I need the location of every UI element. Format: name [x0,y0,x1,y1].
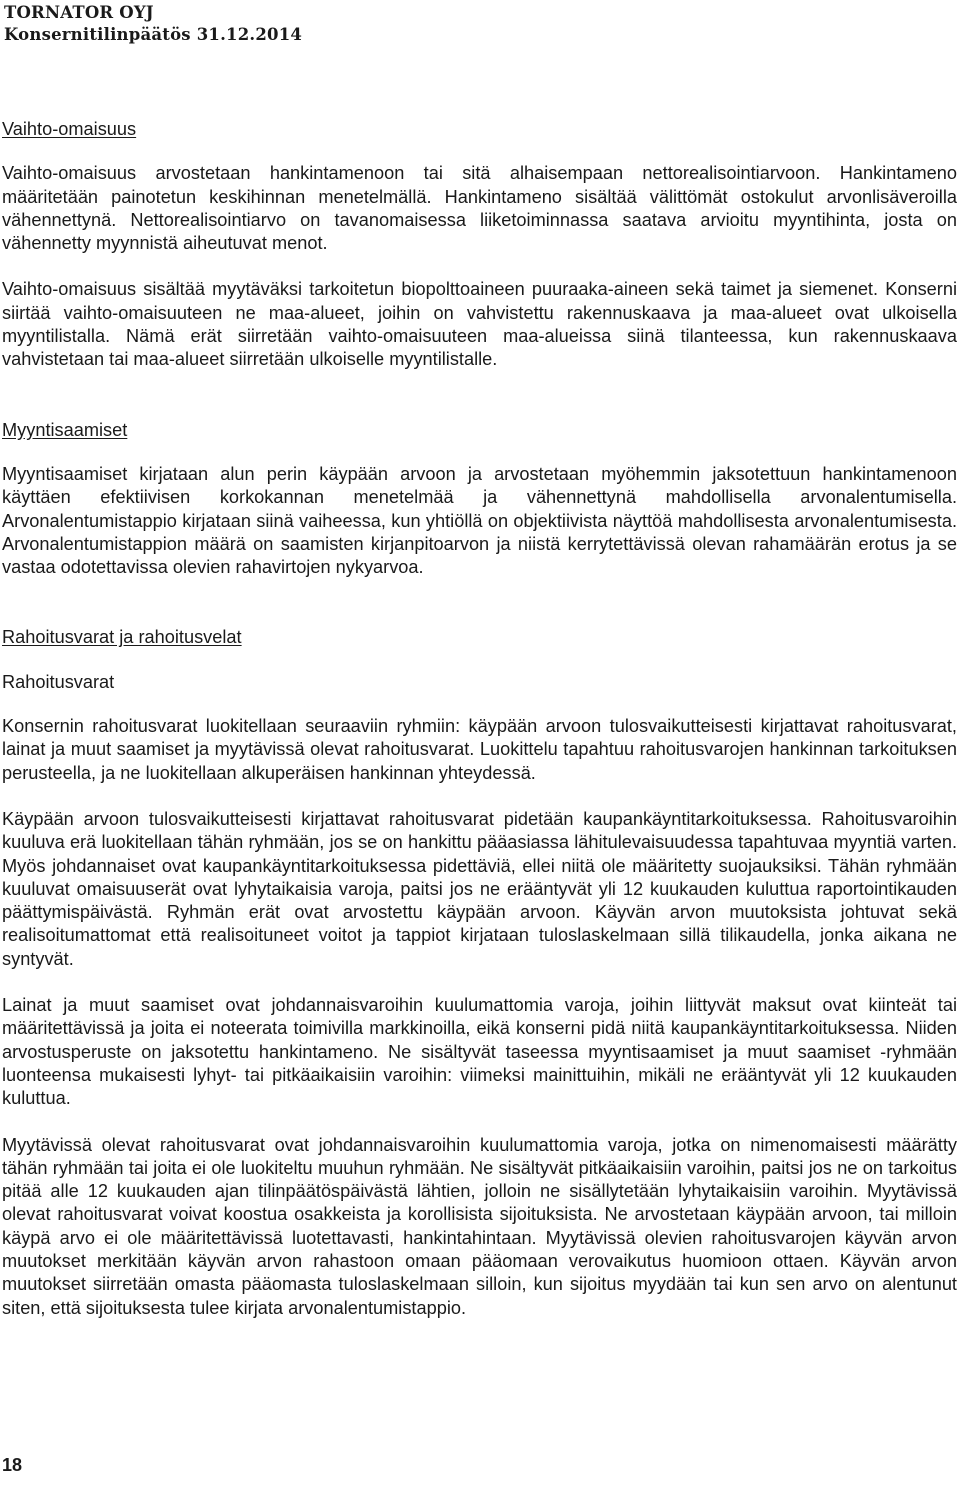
section-title: Myyntisaamiset [2,419,128,440]
paragraph: Lainat ja muut saamiset ovat johdannaisvaroihin kuulumattomia varoja, joihin liittyvät maksut ovat kiinteät tai määritettävissä ja joita ei noteerata toimivilla markkinoilla, eikä konserni pidä niitä kaupankäyntitarkoituksessa. Niiden arvostusperuste on jaksotettu hankintameno. Ne sisältyvät taseessa myyntisaamiset ja muut saamiset -ryhmään luonteensa mukaisesti lyhyt- tai pitkäaikaisiin varoihin: viimeksi mainittuihin, mikäli ne erääntyvät yli 12 kuukauden kuluttua. [2,995,957,1109]
paragraph: Konsernin rahoitusvarat luokitellaan seuraaviin ryhmiin: käypään arvoon tulosvaikutteisesti kirjattavat rahoitusvarat, lainat ja muut saamiset ja myytävissä olevat rahoitusvarat. Luokittelu tapahtuu rahoitusvarojen hankinnan tarkoituksen perusteella, ja ne luokitellaan alkuperäisen hankinnan yhteydessä. [2,716,957,783]
document-body [2,118,957,1367]
paragraph: Myyntisaamiset kirjataan alun perin käypään arvoon ja arvostetaan myöhemmin jaksotettuun hankintamenoon käyttäen efektiivisen korkokannan menetelmää ja vähennettynä mahdollisella arvonalentumisella. Arvonalentumistappio kirjataan siinä vaiheessa, kun yhtiöllä on objektiivista näyttöä mahdollisesta arvonalentumisesta. Arvonalentumistappion määrä on saamisten kirjanpitoarvon ja niistä kerrytettävissä olevan rahamäärän erotus ja se vastaa odotettavissa olevien rahavirtojen nykyarvoa. [2,463,957,578]
company-name: TORNATOR OYJ [4,3,154,22]
paragraph: Käypään arvoon tulosvaikutteisesti kirjattavat rahoitusvarat pidetään kaupankäyntitarkoituksessa. Rahoitusvaroihin kuuluva erä luokitellaan tähän ryhmään, jos se on hankittu pääasiassa lähitulevaisuudessa tapahtuvaa myyntiä varten. Myös johdannaiset ovat kaupankäyntitarkoituksessa pidettäviä, ellei niitä ole määritetty suojauksiksi. Tähän ryhmään kuuluvat omaisuuserät ovat lyhytaikaisia varoja, paitsi jos ne erääntyvät yli 12 kuukauden kuluttua raportointikauden päättymispäivästä. Ryhmän erät ovat arvostettu käypään arvoon. Käyvän arvon muutoksista johtuvat sekä realisoitumattomat että realisoituneet voitot ja tappiot kirjataan tuloslaskelmaan sillä tilikaudella, jonka aikana ne syntyvät. [2,808,957,969]
section-title: Rahoitusvarat ja rahoitusvelat [2,627,242,648]
paragraph: Vaihto-omaisuus arvostetaan hankintamenoon tai sitä alhaisempaan nettorealisointiarvoon. Hankintameno määritetään painotetun keskihinnan menetelmällä. Hankintameno sisältää välittömät ostokulut arvonlisäveroilla vähennettynä. Nettorealisointiarvo on tavanomaisessa liiketoiminnassa saatava arvioitu myyntihinta, josta on vähennetty myynnistä aiheutuvat menot. [2,163,957,254]
page-number: 18 [2,1455,23,1475]
document-header [4,2,302,46]
subsection-title: Rahoitusvarat [2,671,115,692]
section-trade-receivables [2,419,957,580]
paragraph: Vaihto-omaisuus sisältää myytäväksi tarkoitetun biopolttoaineen puuraaka-aineen sekä taimet ja siemenet. Konserni siirtää vaihto-omaisuuteen ne maa-alueet, joihin on vahvistettu rakennuskaava ja maa-alueet ovat ulkoisella myyntilistalla. Nämä erät siirretään vaihto-omaisuuteen maa-alueissa siinä tilanteessa, kun rakennuskaava vahvistetaan tai maa-alueet siirretään ulkoiselle myyntilistalle. [2,279,957,370]
paragraph: Myytävissä olevat rahoitusvarat ovat johdannaisvaroihin kuulumattomia varoja, jotka on nimenomaisesti määrätty tähän ryhmään tai joita ei ole luokiteltu muuhun ryhmään. Ne sisältyvät pitkäaikaisiin varoihin, paitsi jos ne on tarkoitus pitää alle 12 kuukauden ajan tilinpäätöspäivästä lähtien, jolloin ne sisällytetään lyhytaikaisiin varoihin. Myytävissä olevat rahoitusvarat voivat koostua osakkeista ja korollisista sijoituksista. Ne arvostetaan käypään arvoon, tai milloin käypä arvo ei ole määritettävissä luotettavasti, hankintahintaan. Myytävissä olevien rahoitusvarojen käyvän arvon muutokset merkitään käyvän arvon rahastoon omaan pääomaan verovaikutus huomioon ottaen. Käyvän arvon muutokset siirretään omasta pääomasta tuloslaskelmaan silloin, kun sijoitus myydään tai kun sen arvo on alentunut siten, että sijoituksesta tulee kirjata arvonalentumistappio. [2,1134,957,1318]
section-financial-assets-liabilities [2,626,957,1319]
report-title: Konsernitilinpäätös 31.12.2014 [4,25,303,44]
section-title: Vaihto-omaisuus [2,119,137,139]
section-inventory [2,118,957,372]
